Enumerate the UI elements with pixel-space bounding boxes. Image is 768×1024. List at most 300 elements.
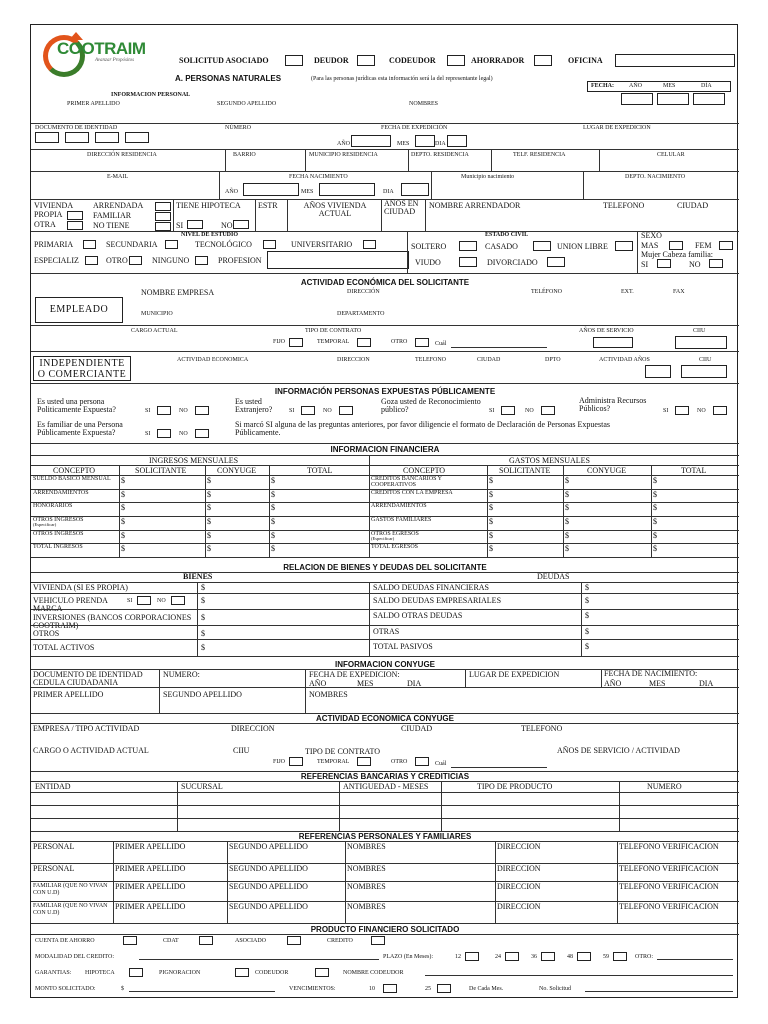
logo-name: COOTRAIM: [57, 39, 146, 58]
contrato-temporal-label: TEMPORAL: [317, 339, 350, 345]
nombres-label: NOMBRES: [409, 101, 439, 107]
prod-credito-checkbox[interactable]: [371, 936, 385, 945]
type-codeudor-checkbox[interactable]: [447, 55, 465, 66]
pep-title: INFORMACIÓN PERSONAS EXPUESTAS PÚBLICAMENTE: [274, 387, 496, 396]
prod-ahorro-label: CUENTA DE AHORRO: [35, 938, 95, 944]
prod-asociado-checkbox[interactable]: [287, 936, 301, 945]
conyuge-exp-ano: AÑO: [309, 679, 327, 688]
ingreso-especificar-note: (Especificar): [33, 522, 57, 527]
plazo-36-checkbox[interactable]: [541, 952, 555, 961]
garantia-codeudor-checkbox[interactable]: [315, 968, 329, 977]
bienes-row-divider: [31, 625, 739, 626]
civil-unionlibre-label: UNION LIBRE: [557, 242, 608, 251]
ind-dpto-label: DPTO: [545, 357, 561, 363]
mujer-cabeza-label: Mujer Cabeza familia:: [641, 250, 713, 259]
ind-ciiu-label: CIIU: [699, 357, 712, 363]
ingreso-solicitante-currency: $: [121, 544, 125, 553]
ing-col-total: TOTAL: [307, 466, 333, 475]
contrato-otro-label: OTRO: [391, 339, 408, 345]
actc-tipo-contrato-label: TIPO DE CONTRATO: [305, 747, 380, 756]
bien-marca-label: MARCA: [33, 604, 63, 613]
venc-25-checkbox[interactable]: [437, 984, 451, 993]
garantia-pignoracion-checkbox[interactable]: [235, 968, 249, 977]
est-especializ-checkbox[interactable]: [85, 256, 98, 265]
ref-type-label: PERSONAL: [33, 864, 75, 873]
viv-propia-label: PROPIA: [34, 210, 63, 219]
telf-residencia-label: TELF. RESIDENCIA: [513, 152, 566, 158]
actc-telefono-label: TELEFONO: [521, 724, 563, 733]
actc-ciiu-label: CIIU: [233, 746, 250, 755]
contrato-temporal-checkbox[interactable]: [357, 338, 371, 347]
bien-currency: $: [201, 629, 205, 638]
anos-servicio-label: AÑOS DE SERVICIO: [579, 328, 634, 334]
exp-mes-label: MES: [397, 141, 410, 147]
bien-vehiculo-no-checkbox[interactable]: [171, 596, 185, 605]
gasto-row-label: TOTAL EGRESOS: [371, 544, 419, 550]
modalidad-label: MODALIDAD DEL CREDITO:: [35, 954, 114, 960]
ref-row-divider: [31, 881, 739, 882]
municipio-residencia-label: MUNICIPIO RESIDENCIA: [309, 152, 378, 158]
sexo-fem-label: FEM: [695, 241, 712, 250]
conyuge-exp-mes: MES: [357, 679, 374, 688]
anos-ciudad-label: AÑOS EN CIUDAD: [384, 199, 419, 217]
actc-fijo-checkbox[interactable]: [289, 757, 303, 766]
barrio-label: BARRIO: [233, 152, 256, 158]
ref-type-label: FAMILIAR (QUE NO VIVAN CON U.D): [33, 903, 108, 916]
ingreso-row-label: TOTAL INGRESOS: [33, 544, 83, 550]
ingreso-solicitante-currency: $: [121, 517, 125, 526]
viv-notiene-checkbox[interactable]: [155, 222, 171, 231]
contrato-fijo-label: FIJO: [273, 339, 286, 345]
bien-total-activos-label: TOTAL ACTIVOS: [33, 643, 95, 652]
conyuge-nac-ano: AÑO: [604, 679, 622, 688]
deuda-row-label: SALDO DEUDAS EMPRESARIALES: [373, 596, 502, 605]
venc-10-checkbox[interactable]: [383, 984, 397, 993]
documento-label: DOCUMENTO DE IDENTIDAD: [35, 125, 118, 131]
vivienda-label: VIVIENDA: [34, 201, 74, 210]
plazo-24-checkbox[interactable]: [505, 952, 519, 961]
actc-cual-line: [451, 767, 547, 768]
segundo-apellido-label: SEGUNDO APELLIDO: [217, 101, 277, 107]
ref-col-label: DIRECCION: [497, 902, 541, 911]
gasto-solicitante-currency: $: [489, 544, 493, 553]
nac-dia-input[interactable]: [401, 183, 429, 196]
primer-apellido-label: PRIMER APELLIDO: [67, 101, 120, 107]
gasto-total-currency: $: [653, 517, 657, 526]
act-conyuge-title: ACTIVIDAD ECONOMICA CONYUGE: [316, 714, 454, 723]
est-ninguno-label: NINGUNO: [152, 256, 190, 265]
info-personal-title: INFORMACION PERSONAL: [111, 92, 191, 98]
contrato-cual-line: [451, 347, 547, 348]
referencias-title: REFERENCIAS PERSONALES Y FAMILIARES: [298, 832, 472, 841]
ind-anos-input[interactable]: [645, 365, 671, 378]
gas-col-solicitante: SOLICITANTE: [499, 466, 551, 475]
actc-otro-checkbox[interactable]: [415, 757, 429, 766]
section-a-title: A. PERSONAS NATURALES: [175, 74, 282, 83]
pep-q3-si-checkbox[interactable]: [501, 406, 515, 415]
doc-pas-checkbox[interactable]: [125, 132, 149, 143]
type-codeudor-label: CODEUDOR: [389, 56, 436, 65]
actc-empresa-label: EMPRESA / TIPO ACTIVIDAD: [33, 724, 140, 733]
depto-nacimiento-label: DEPTO. NACIMIENTO: [625, 174, 686, 180]
exp-dia-input[interactable]: [447, 135, 467, 147]
plazo-otro-label: OTRO:: [635, 954, 653, 960]
ref-col-label: TELEFONO VERIFICACION: [619, 882, 719, 891]
ingresos-title: INGRESOS MENSUALES: [149, 456, 239, 465]
pep-q2-si-checkbox[interactable]: [301, 406, 315, 415]
bienes-row-divider: [31, 609, 739, 610]
actc-ciudad-label: CIUDAD: [401, 724, 433, 733]
ingreso-conyuge-currency: $: [207, 490, 211, 499]
gasto-row-label: CREDITOS BANCARIOS Y COOPERATIVOS: [371, 476, 442, 488]
contrato-otro-checkbox[interactable]: [415, 338, 429, 347]
ref-col-label: NOMBRES: [347, 864, 386, 873]
ind-ciiu-input[interactable]: [681, 365, 727, 378]
nombre-codeudor-label: NOMBRE CODEUDOR: [343, 970, 404, 976]
emp-ext-label: EXT.: [621, 289, 634, 295]
ref-type-label: FAMILIAR (QUE NO VIVAN CON U.D): [33, 883, 108, 896]
deuda-currency: $: [585, 583, 589, 592]
viv-familiar-checkbox[interactable]: [155, 212, 171, 221]
hipoteca-si-label: SI: [176, 221, 184, 230]
conyuge-primer-apellido: PRIMER APELLIDO: [33, 690, 104, 699]
gasto-total-currency: $: [653, 544, 657, 553]
ingreso-total-currency: $: [271, 476, 275, 485]
garantia-hipoteca-checkbox[interactable]: [129, 968, 143, 977]
plazo-12-checkbox[interactable]: [465, 952, 479, 961]
est-tecnologico-checkbox[interactable]: [263, 240, 276, 249]
fecha-mes-input[interactable]: [657, 93, 689, 105]
plazo-36-label: 36: [531, 954, 537, 960]
ref-col-label: NOMBRES: [347, 902, 386, 911]
pep-q5-no-checkbox[interactable]: [195, 429, 209, 438]
section-a-note: (Para las personas jurídicas esta información será la del representante legal): [311, 76, 493, 82]
pep-q3-no-checkbox[interactable]: [541, 406, 555, 415]
emp-departamento-label: DEPARTAMENTO: [337, 311, 385, 317]
plazo-59-label: 59: [603, 954, 609, 960]
pep-q3-no-label: NO: [525, 408, 534, 414]
civil-divorciado-checkbox[interactable]: [547, 257, 565, 267]
pep-q2-label: Es usted Extranjero?: [235, 397, 273, 415]
doc-ce-checkbox[interactable]: [95, 132, 119, 143]
bien-vehiculo-si-checkbox[interactable]: [137, 596, 151, 605]
pep-q3-label: Goza usted de Reconocimiento público?: [381, 397, 481, 415]
bien-currency: $: [201, 643, 205, 652]
plazo-59-checkbox[interactable]: [613, 952, 627, 961]
cargo-actual-label: CARGO ACTUAL: [131, 328, 178, 334]
type-ahorrador-checkbox[interactable]: [534, 55, 552, 66]
ref-col-label: PRIMER APELLIDO: [115, 864, 186, 873]
no-solicitud-label: No. Solicitud: [539, 986, 572, 992]
type-oficina-label: OFICINA: [568, 56, 603, 65]
producto-title: PRODUCTO FINANCIERO SOLICITADO: [310, 925, 460, 934]
exp-mes-input[interactable]: [415, 135, 435, 147]
ind-ciudad-label: CIUDAD: [477, 357, 501, 363]
bien-currency: $: [201, 583, 205, 592]
gasto-especificar-note: (Especificar): [371, 536, 395, 541]
garantia-hipoteca-label: HIPOTECA: [85, 970, 115, 976]
contrato-cual-label: Cuál: [435, 341, 447, 347]
banc-col-sucursal: SUCURSAL: [181, 782, 223, 791]
gasto-conyuge-currency: $: [565, 544, 569, 553]
ingreso-total-currency: $: [271, 544, 275, 553]
logo-tagline: Avanzar Propósitos: [95, 58, 135, 63]
pep-q2-no-label: NO: [323, 408, 332, 414]
pep-q1-label: Es usted una persona Politicamente Expuesta?: [37, 397, 116, 415]
plazo-otro-line: [657, 959, 733, 960]
lugar-expedicion-label: LUGAR DE EXPEDICION: [583, 125, 651, 131]
contrato-fijo-checkbox[interactable]: [289, 338, 303, 347]
civil-casado-checkbox[interactable]: [533, 241, 551, 251]
sexo-fem-checkbox[interactable]: [719, 241, 733, 250]
sexo-mas-checkbox[interactable]: [669, 241, 683, 250]
cootraim-logo: [31, 25, 171, 81]
deuda-row-label: SALDO DEUDAS FINANCIERAS: [373, 583, 490, 592]
conyuge-nac-mes: MES: [649, 679, 666, 688]
independiente-box[interactable]: INDEPENDIENTE O COMERCIANTE: [33, 356, 131, 381]
plazo-24-label: 24: [495, 954, 501, 960]
finance-row-divider: [31, 516, 739, 517]
type-deudor-checkbox[interactable]: [357, 55, 375, 66]
prod-cdat-checkbox[interactable]: [199, 936, 213, 945]
exp-ano-label: AÑO: [337, 141, 350, 147]
pep-q1-si-checkbox[interactable]: [157, 406, 171, 415]
tipo-contrato-label: TIPO DE CONTRATO: [305, 328, 362, 334]
pep-q5-label: Es familiar de una Persona Públicamente Expuesta?: [37, 420, 123, 438]
viv-arrendada-checkbox[interactable]: [155, 202, 171, 211]
prod-cdat-label: CDAT: [163, 938, 179, 944]
ingreso-total-currency: $: [271, 531, 275, 540]
anos-servicio-input[interactable]: [593, 337, 633, 348]
exp-ano-input[interactable]: [351, 135, 391, 147]
pep-q5-si-checkbox[interactable]: [157, 429, 171, 438]
direccion-residencia-label: DIRECCIÓN RESIDENCIA: [87, 152, 157, 158]
deuda-currency: $: [585, 642, 589, 651]
oficina-input[interactable]: [615, 54, 735, 67]
ing-col-solicitante: SOLICITANTE: [135, 466, 187, 475]
empleado-box[interactable]: EMPLEADO: [35, 297, 123, 323]
plazo-48-checkbox[interactable]: [577, 952, 591, 961]
arrendador-ciudad-label: CIUDAD: [677, 201, 709, 210]
finance-row-divider: [31, 530, 739, 531]
gas-col-total: TOTAL: [681, 466, 707, 475]
ciiu-label: CIIU: [693, 328, 706, 334]
actividad-title: ACTIVIDAD ECONÓMICA DEL SOLICITANTE: [300, 278, 470, 287]
ingreso-conyuge-currency: $: [207, 517, 211, 526]
ingreso-row-label: SUELDO BASICO MENSUAL: [33, 476, 111, 482]
hipoteca-label: TIENE HIPOTECA: [176, 201, 241, 210]
actc-cargo-label: CARGO O ACTIVIDAD ACTUAL: [33, 746, 149, 755]
type-asociado-label: SOLICITUD ASOCIADO: [179, 56, 269, 65]
ind-telefono-label: TELEFONO: [415, 357, 446, 363]
conyuge-numero-label: NUMERO:: [163, 670, 200, 679]
est-primaria-checkbox[interactable]: [83, 240, 96, 249]
profesion-input[interactable]: [267, 251, 409, 269]
ref-col-label: NOMBRES: [347, 882, 386, 891]
fecha-ano-input[interactable]: [621, 93, 653, 105]
cada-mes-label: De Cada Mes.: [469, 986, 504, 992]
gastos-title: GASTOS MENSUALES: [509, 456, 590, 465]
est-secundaria-label: SECUNDARIA: [106, 240, 158, 249]
gas-col-conyuge: CONYUGE: [587, 466, 627, 475]
deuda-row-label: SALDO OTRAS DEUDAS: [373, 611, 463, 620]
est-universitario-checkbox[interactable]: [363, 240, 376, 249]
gasto-solicitante-currency: $: [489, 531, 493, 540]
ind-direccion-label: DIRECCION: [337, 357, 370, 363]
ref-col-label: DIRECCION: [497, 864, 541, 873]
ingreso-conyuge-currency: $: [207, 476, 211, 485]
email-label: E-MAIL: [107, 174, 128, 180]
deuda-row-label: TOTAL PASIVOS: [373, 642, 433, 651]
ciiu-input[interactable]: [675, 336, 727, 349]
vencimientos-label: VENCIMIENTOS:: [289, 986, 336, 992]
est-otro-checkbox[interactable]: [129, 256, 142, 265]
viv-propia-checkbox[interactable]: [67, 211, 83, 220]
fecha-dia-label: DÍA: [701, 83, 712, 89]
ingreso-solicitante-currency: $: [121, 503, 125, 512]
type-deudor-label: DEUDOR: [314, 56, 349, 65]
fecha-expedicion-label: FECHA DE EXPEDICIÓN: [381, 125, 448, 131]
nac-dia-label: DIA: [383, 189, 394, 195]
ingreso-solicitante-currency: $: [121, 531, 125, 540]
type-asociado-checkbox[interactable]: [285, 55, 303, 66]
ref-col-label: SEGUNDO APELLIDO: [229, 882, 308, 891]
no-solicitud-line: [585, 991, 733, 992]
gasto-total-currency: $: [653, 531, 657, 540]
gasto-solicitante-currency: $: [489, 490, 493, 499]
ref-col-label: PRIMER APELLIDO: [115, 902, 186, 911]
garantia-pignoracion-label: PIGNORACION: [159, 970, 201, 976]
civil-unionlibre-checkbox[interactable]: [615, 241, 633, 251]
pep-q4-si-checkbox[interactable]: [675, 406, 689, 415]
gas-col-concepto: CONCEPTO: [403, 466, 446, 475]
ind-anos-label: ACTIVIDAD AÑOS: [599, 357, 650, 363]
fecha-nacimiento-label: FECHA NACIMIENTO: [289, 174, 348, 180]
plazo-label: PLAZO (En Meses):: [383, 954, 433, 960]
celular-label: CELULAR: [657, 152, 685, 158]
gasto-conyuge-currency: $: [565, 517, 569, 526]
nombre-arrendador-label: NOMBRE ARRENDADOR: [429, 201, 521, 210]
emp-direccion-label: DIRECCIÓN: [347, 289, 380, 295]
actc-temporal-checkbox[interactable]: [357, 757, 371, 766]
civil-viudo-label: VIUDO: [415, 258, 441, 267]
sexo-mas-label: MAS: [641, 241, 659, 250]
ref-col-label: SEGUNDO APELLIDO: [229, 842, 308, 851]
ing-col-concepto: CONCEPTO: [53, 466, 96, 475]
anos-vivienda-label: AÑOS VIVIENDA ACTUAL: [303, 201, 367, 219]
monto-currency: $: [121, 986, 124, 992]
venc-25-label: 25: [425, 986, 431, 992]
cabeza-si-checkbox[interactable]: [657, 259, 671, 268]
municipio-nacimiento-label: Municipio nacimiento: [461, 174, 515, 180]
ref-col-label: DIRECCION: [497, 842, 541, 851]
pep-q2-no-checkbox[interactable]: [339, 406, 353, 415]
pep-q1-si-label: SI: [145, 408, 151, 414]
emp-telefono-label: TELÉFONO: [531, 289, 562, 295]
ref-col-label: NOMBRES: [347, 842, 386, 851]
est-universitario-label: UNIVERSITARIO: [291, 240, 353, 249]
ingreso-row-label: OTROS INGRESOS: [33, 531, 84, 537]
bienes-row-divider: [31, 593, 739, 594]
nac-mes-input[interactable]: [319, 183, 375, 196]
estado-civil-title: ESTADO CIVIL: [485, 232, 529, 238]
nombre-empresa-label: NOMBRE EMPRESA: [141, 288, 215, 297]
gasto-total-currency: $: [653, 490, 657, 499]
ingreso-conyuge-currency: $: [207, 531, 211, 540]
est-primaria-label: PRIMARIA: [34, 240, 74, 249]
ref-col-label: DIRECCION: [497, 882, 541, 891]
doc-cc-checkbox[interactable]: [35, 132, 59, 143]
est-secundaria-checkbox[interactable]: [165, 240, 178, 249]
cabeza-si-label: SI: [641, 260, 649, 269]
nivel-estudio-title: NIVEL DE ESTUDIO: [181, 232, 239, 238]
hipoteca-si-checkbox[interactable]: [187, 220, 203, 229]
type-ahorrador-label: AHORRADOR: [471, 56, 525, 65]
emp-municipio-label: MUNICIPIO: [141, 311, 173, 317]
ref-col-label: SEGUNDO APELLIDO: [229, 902, 308, 911]
cabeza-no-label: NO: [689, 260, 701, 269]
bien-vehiculo-si-label: SI: [127, 598, 133, 604]
bancarias-title: REFERENCIAS BANCARIAS Y CREDITICIAS: [300, 772, 470, 781]
garantia-codeudor-label: CODEUDOR: [255, 970, 289, 976]
deudas-header: DEUDAS: [537, 572, 570, 581]
plazo-48-label: 48: [567, 954, 573, 960]
ref-type-label: PERSONAL: [33, 842, 75, 851]
banc-col-numero: NUMERO: [647, 782, 682, 791]
actc-otro-label: OTRO: [391, 759, 408, 765]
viv-otra-checkbox[interactable]: [67, 221, 83, 230]
gasto-conyuge-currency: $: [565, 503, 569, 512]
est-ninguno-checkbox[interactable]: [195, 256, 208, 265]
bienes-row-divider: [31, 639, 739, 640]
gasto-total-currency: $: [653, 476, 657, 485]
prod-ahorro-checkbox[interactable]: [123, 936, 137, 945]
bien-otros-label: OTROS: [33, 629, 60, 638]
viv-notiene-label: NO TIENE: [93, 221, 130, 230]
conyuge-nac-dia: DIA: [699, 679, 714, 688]
doc-ti-checkbox[interactable]: [65, 132, 89, 143]
cabeza-no-checkbox[interactable]: [709, 259, 723, 268]
gasto-solicitante-currency: $: [489, 503, 493, 512]
finance-row-divider: [31, 543, 739, 544]
civil-viudo-checkbox[interactable]: [459, 257, 477, 267]
est-especializ-label: ESPECIALIZ: [34, 256, 79, 265]
fecha-dia-input[interactable]: [693, 93, 725, 105]
pep-q1-no-checkbox[interactable]: [195, 406, 209, 415]
conyuge-lugar-label: LUGAR DE EXPEDICION: [469, 670, 560, 679]
hipoteca-no-checkbox[interactable]: [233, 220, 249, 229]
ref-col-label: PRIMER APELLIDO: [115, 882, 186, 891]
civil-soltero-checkbox[interactable]: [459, 241, 477, 251]
actc-temporal-label: TEMPORAL: [317, 759, 350, 765]
gasto-row-label: CREDITOS CON LA EMPRESA: [371, 490, 453, 496]
modalidad-line: [139, 959, 379, 960]
pep-q4-no-checkbox[interactable]: [713, 406, 727, 415]
ingreso-total-currency: $: [271, 517, 275, 526]
bienes-title: RELACION DE BIENES Y DEUDAS DEL SOLICITANTE: [283, 563, 487, 572]
ingreso-row-label: OTROS INGRESOS: [33, 517, 84, 523]
pep-q3-si-label: SI: [489, 408, 495, 414]
fecha-ano-label: AÑO: [629, 83, 642, 89]
actc-direccion-label: DIRECCION: [231, 724, 275, 733]
bien-inversiones-label: INVERSIONES (BANCOS CORPORACIONES COOTRAIM): [33, 613, 192, 631]
conyuge-title: INFORMACION CONYUGE: [335, 660, 435, 669]
actc-fijo-label: FIJO: [273, 759, 286, 765]
bien-currency: $: [201, 613, 205, 622]
nac-ano-input[interactable]: [243, 183, 299, 196]
bien-vehiculo-no-label: NO: [157, 598, 166, 604]
ref-col-label: TELEFONO VERIFICACION: [619, 864, 719, 873]
